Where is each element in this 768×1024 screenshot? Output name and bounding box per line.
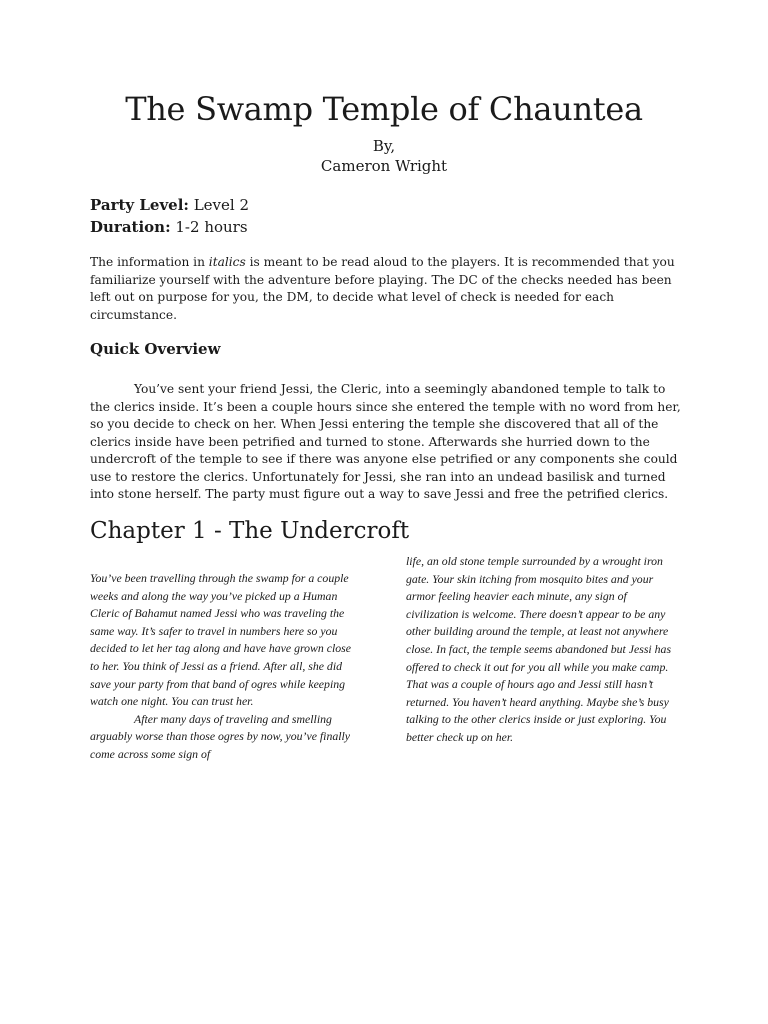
byline-by: By, [372,137,396,155]
byline [0,136,768,176]
duration-value: 1-2 hours [170,218,248,236]
duration-label: Duration: [90,218,171,236]
intro-italic-word: italics [208,255,246,269]
read-aloud-paragraph-2 [90,711,360,764]
party-level-value: Level 2 [188,196,250,214]
read-aloud-paragraph-1: You’ve been travelling through the swamp for a couple weeks and along the way you’ve picked up a Human Cleric of Bahamut named Jessi who was traveling the same way. It’s safer to travel in numbers here so you decided to let her tag along and have have grown close to her. You think of Jessi as a friend. After all, she did save your party from that band of ogres while keeping watch one night. You can trust her. [90,571,352,709]
read-aloud-paragraph-2-text: After many days of traveling and smelling arguably worse than those ogres by now, you’ve finally come across some sign of [90,711,351,761]
party-level-label: Party Level: [90,196,189,214]
intro-text-end: is meant to be read aloud to the players. It is recommended that you familiarize yourself with the adventure before playing. The DC of the checks needed has been left out on purpose for you, the DM, to decide what level of check is needed for each circumstance. [90,255,675,322]
duration [90,216,249,238]
chapter-heading: Chapter 1 - The Undercroft [90,518,410,544]
byline-author: Cameron Wright [320,157,448,175]
quick-overview-paragraph [90,381,682,504]
quick-overview-heading: Quick Overview [90,340,221,358]
read-aloud-paragraph-2-continued: life, an old stone temple surrounded by a wrought iron gate. Your skin itching from mosquito bites and your armor feeling heavier each minute, any sign of civilization is welcome. There doesn’t appear to be any other building around the temple, at least not anywhere close. In fact, the temple seems abandoned but Jessi has offered to check it out for you all while you make camp. That was a couple of hours ago and Jessi still hasn’t returned. You haven’t heard anything. Maybe she’s busy talking to the other clerics inside or just exploring. You better check up on her. [406,554,672,744]
intro-text-start: The information in [90,255,209,269]
document-title: The Swamp Temple of Chauntea [125,90,643,128]
party-level [90,194,249,216]
intro-paragraph [90,254,682,324]
quick-overview-text: You’ve sent your friend Jessi, the Cleric, into a seemingly abandoned temple to talk to the clerics inside. It’s been a couple hours since she entered the temple with no word from her, so you decide to check on her. When Jessi entering the temple she discovered that all of the clerics inside have been petrified and turned to stone. Afterwards she hurried down to the undercroft of the temple to see if there was anyone else petrified or any components she could use to restore the clerics. Unfortunately for Jessi, she ran into an undead basilisk and turned into stone herself. The party must figure out a way to save Jessi and free the petrified clerics. [90,382,681,501]
chapter-left-column [90,570,360,764]
adventure-meta [90,194,249,238]
chapter-right-column [406,553,682,747]
